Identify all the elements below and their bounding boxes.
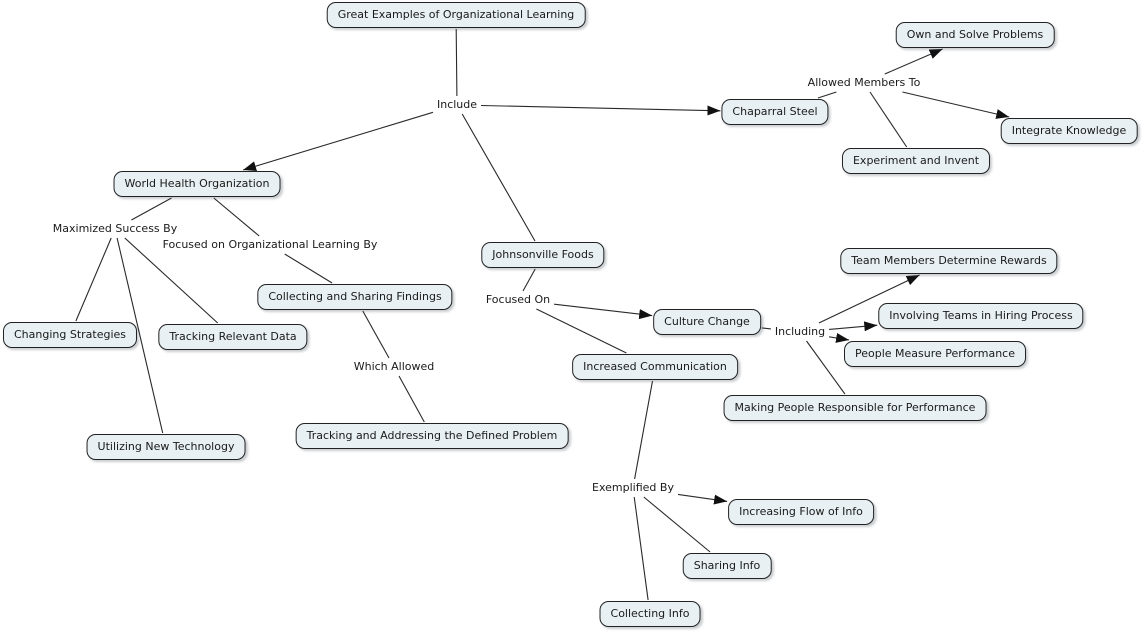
link-label-which-allowed[interactable]: Which Allowed (351, 359, 438, 375)
connector-line (818, 92, 836, 98)
connector-line (462, 114, 535, 241)
concept-chaparral-steel[interactable]: Chaparral Steel (721, 99, 828, 125)
connector-line (285, 254, 332, 283)
concept-team-members-determine-rewards[interactable]: Team Members Determine Rewards (840, 248, 1057, 274)
connector-line (678, 494, 727, 501)
concept-changing-strategies[interactable]: Changing Strategies (3, 322, 137, 348)
connector-line (363, 311, 389, 358)
connector-line (870, 92, 907, 147)
link-label-focused-on[interactable]: Focused On (483, 292, 553, 308)
connector-line (399, 376, 424, 422)
connector-line (214, 198, 259, 236)
connector-line (902, 92, 1009, 117)
connector-line (829, 325, 877, 329)
concept-own-and-solve-problems[interactable]: Own and Solve Problems (896, 22, 1055, 48)
concept-great-examples-of-organizational-learning[interactable]: Great Examples of Organizational Learning (327, 2, 586, 28)
concept-collecting-and-sharing-findings[interactable]: Collecting and Sharing Findings (257, 284, 452, 310)
link-label-including[interactable]: Including (772, 324, 828, 340)
concept-involving-teams-in-hiring-process[interactable]: Involving Teams in Hiring Process (878, 303, 1083, 329)
connector-line (644, 497, 710, 552)
connector-line (807, 341, 845, 394)
connector-line (762, 328, 771, 329)
connector-line (885, 49, 943, 74)
link-label-focused-on-organizational-learning-by[interactable]: Focused on Organizational Learning By (160, 237, 381, 253)
concept-integrate-knowledge[interactable]: Integrate Knowledge (1001, 118, 1138, 144)
connector-line (243, 112, 433, 170)
concept-sharing-info[interactable]: Sharing Info (683, 553, 772, 579)
connector-line (635, 381, 653, 479)
concept-tracking-and-addressing-the-defined-problem[interactable]: Tracking and Addressing the Defined Problem (296, 423, 569, 449)
concept-johnsonville-foods[interactable]: Johnsonville Foods (481, 242, 604, 268)
connector-line (634, 497, 648, 600)
link-label-exemplified-by[interactable]: Exemplified By (589, 480, 677, 496)
connector-line (481, 106, 720, 111)
concept-world-health-organization[interactable]: World Health Organization (114, 171, 281, 197)
concept-increasing-flow-of-info[interactable]: Increasing Flow of Info (728, 499, 874, 525)
connector-line (554, 304, 652, 315)
concept-collecting-info[interactable]: Collecting Info (600, 601, 701, 627)
connector-line (76, 238, 111, 321)
concept-experiment-and-invent[interactable]: Experiment and Invent (842, 148, 990, 174)
link-label-maximized-success-by[interactable]: Maximized Success By (50, 221, 180, 237)
concept-tracking-relevant-data[interactable]: Tracking Relevant Data (158, 324, 307, 350)
connector-line (456, 29, 457, 96)
connector-line (829, 337, 849, 340)
link-label-include[interactable]: Include (434, 97, 480, 113)
connector-line (131, 198, 171, 220)
connector-line (523, 269, 535, 291)
concept-culture-change[interactable]: Culture Change (653, 309, 761, 335)
concept-increased-communication[interactable]: Increased Communication (572, 354, 738, 380)
concept-making-people-responsible-for-performance[interactable]: Making People Responsible for Performance (724, 395, 987, 421)
link-label-allowed-members-to[interactable]: Allowed Members To (805, 75, 924, 91)
connector-line (536, 309, 626, 353)
concept-utilizing-new-technology[interactable]: Utilizing New Technology (87, 434, 246, 460)
concept-people-measure-performance[interactable]: People Measure Performance (844, 341, 1026, 367)
